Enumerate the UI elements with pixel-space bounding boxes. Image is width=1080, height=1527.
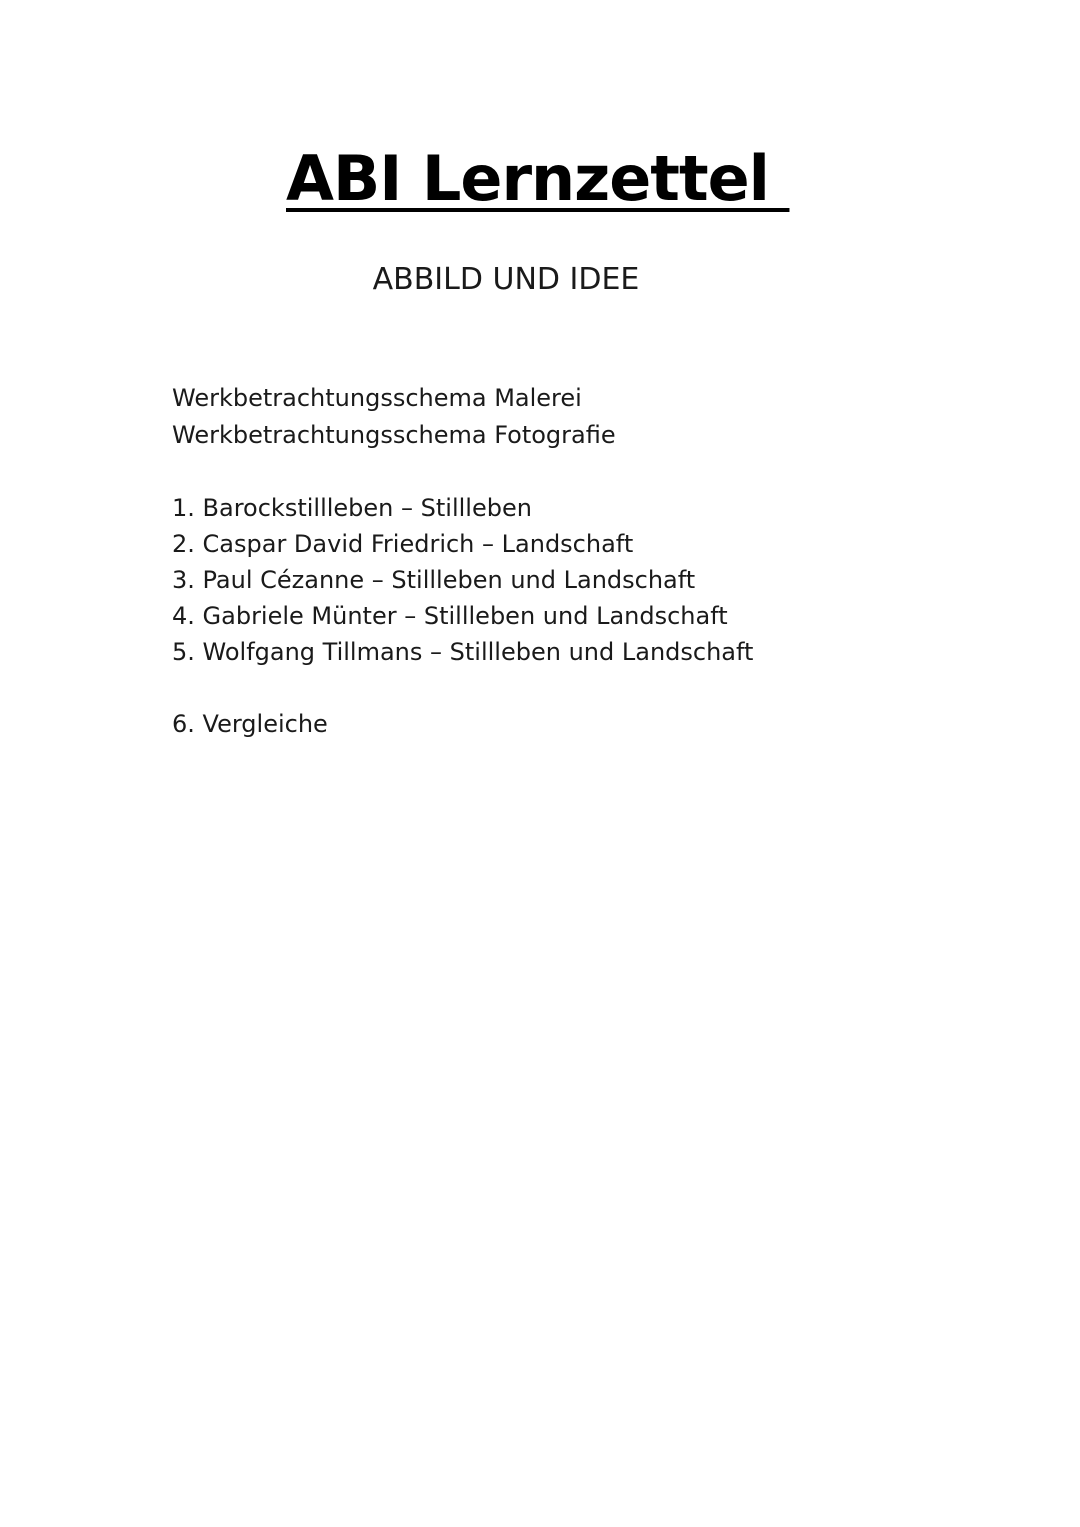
extra-section xyxy=(172,706,328,742)
topic-item: 1. Barockstillleben – Stillleben xyxy=(172,494,532,522)
topic-item: 4. Gabriele Münter – Stillleben und Landschaft xyxy=(172,602,728,630)
page-subtitle: ABBILD UND IDEE xyxy=(372,262,640,297)
schema-item: Werkbetrachtungsschema Malerei xyxy=(172,384,582,412)
topic-item: 2. Caspar David Friedrich – Landschaft xyxy=(172,530,634,558)
page-title: ABI Lernzettel xyxy=(286,142,790,215)
schema-item: Werkbetrachtungsschema Fotografie xyxy=(172,421,616,449)
topic-item: 3. Paul Cézanne – Stillleben und Landschaft xyxy=(172,566,696,594)
topic-list xyxy=(172,490,753,670)
topic-item: 6. Vergleiche xyxy=(172,710,328,738)
schema-list xyxy=(172,380,616,454)
topic-item: 5. Wolfgang Tillmans – Stillleben und Landschaft xyxy=(172,638,754,666)
